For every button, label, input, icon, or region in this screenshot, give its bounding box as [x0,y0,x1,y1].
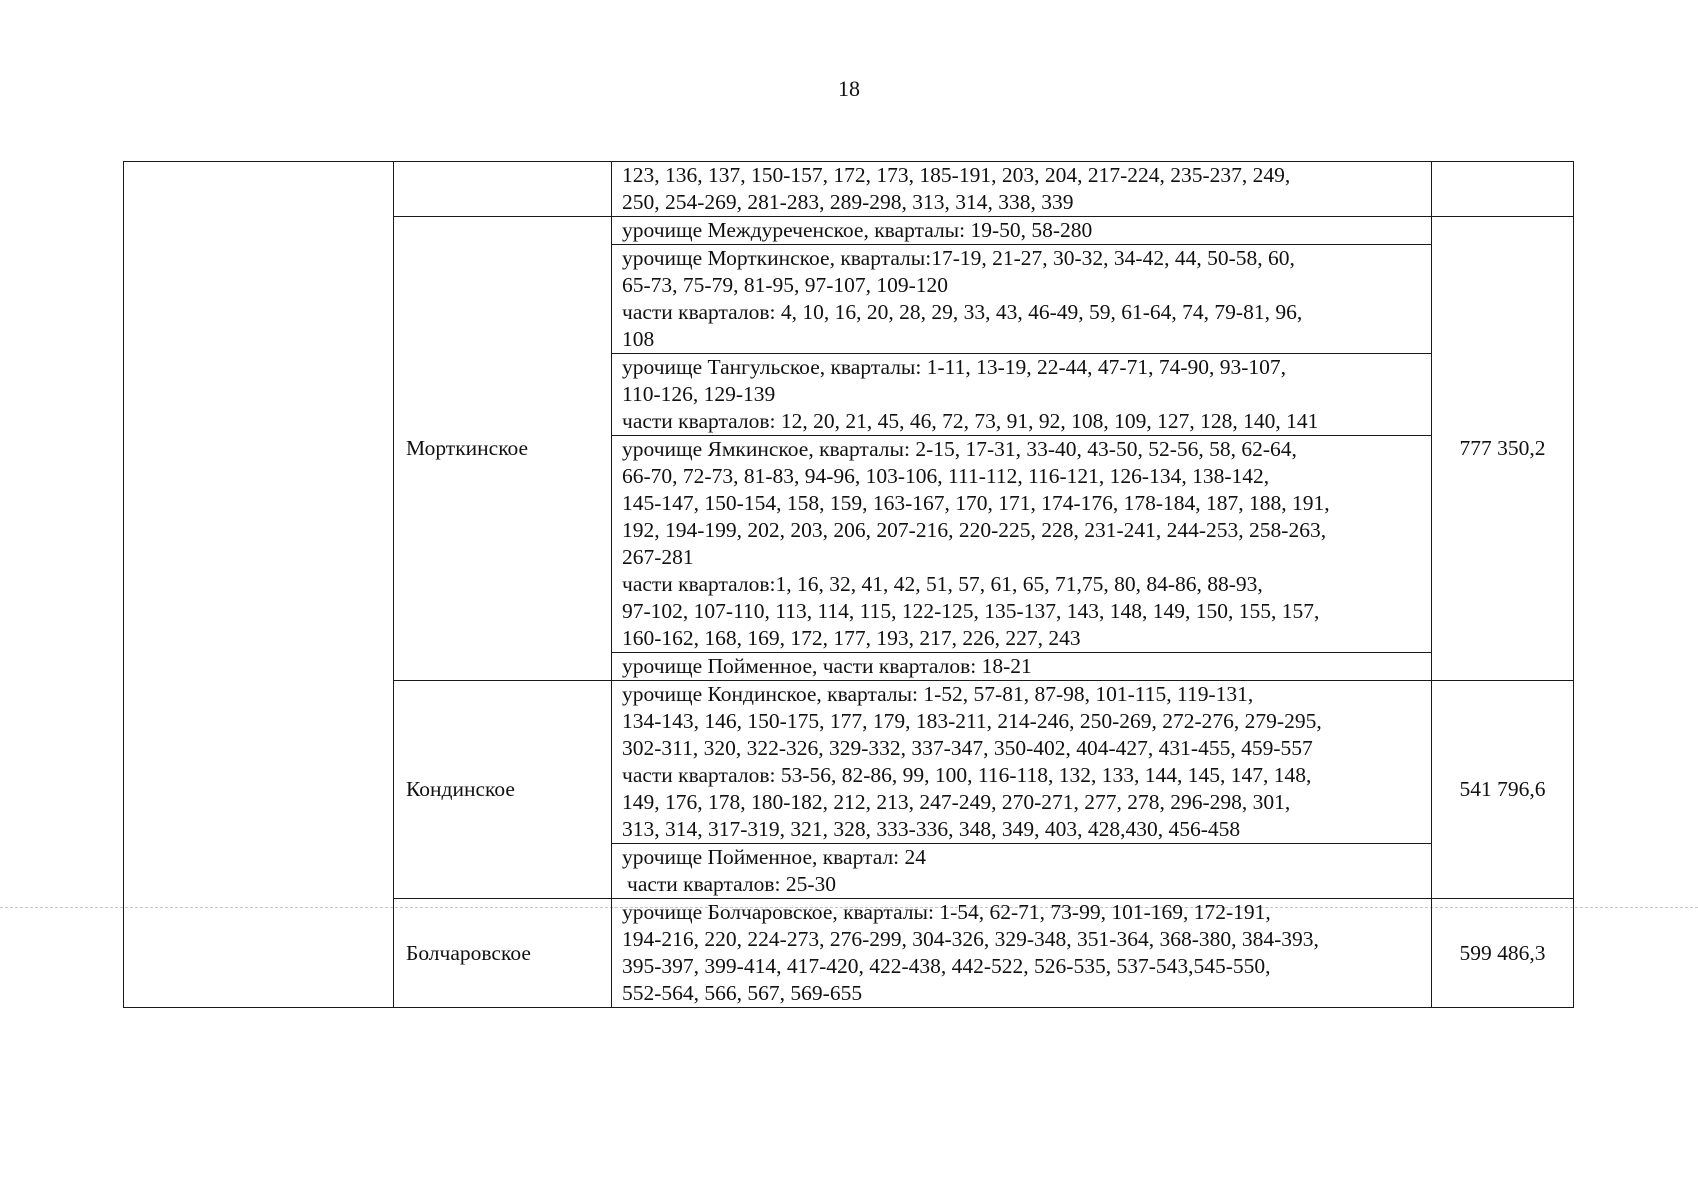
tract-line: 194-216, 220, 224-273, 276-299, 304-326, 329-348, 351-364, 368-380, 384-393, [622,927,1319,951]
area-value-konda: 541 796,6 [1432,681,1574,899]
forestry-name-bolchary: Болчаровское [394,899,612,1008]
tract-line: урочище Морткинское, кварталы:17-19, 21-27, 30-32, 34-42, 44, 50-58, 60, [622,246,1295,270]
tract-line: части кварталов: 25-30 [627,872,837,896]
tract-line: 108 [622,327,655,351]
tract-line: 65-73, 75-79, 81-95, 97-107, 109-120 [622,273,949,297]
tract-line: части кварталов:1, 16, 32, 41, 42, 51, 57, 61, 65, 71,75, 80, 84-86, 88-93, [622,572,1263,596]
tract-cell-mezhdurechenskoe [612,217,1432,245]
tract-line: 110-126, 129-139 [622,382,776,406]
tract-line: части кварталов: 12, 20, 21, 45, 46, 72, 73, 91, 92, 108, 109, 127, 128, 140, 141 [622,409,1319,433]
area-value-mortka: 777 350,2 [1432,217,1574,681]
forestry-cell-empty [394,162,612,217]
tract-line: части кварталов: 4, 10, 16, 20, 28, 29, 33, 43, 46-49, 59, 61-64, 74, 79-81, 96, [622,300,1303,324]
tract-line: 134-143, 146, 150-175, 177, 179, 183-211, 214-246, 250-269, 272-276, 279-295, [622,709,1322,733]
tract-line: 66-70, 72-73, 81-83, 94-96, 103-106, 111-112, 116-121, 126-134, 138-142, [622,464,1270,488]
forestry-name-mortka: Морткинское [394,217,612,681]
table-row-continuation [124,162,1574,217]
tract-cell-mortkinskoe [612,245,1432,354]
tract-cell-bolcharovskoe [612,899,1432,1008]
tract-line: урочище Кондинское, кварталы: 1-52, 57-81, 87-98, 101-115, 119-131, [622,682,1254,706]
tract-line: 302-311, 320, 322-326, 329-332, 337-347, 350-402, 404-427, 431-455, 459-557 [622,736,1313,760]
tract-cell-poimennoe-mortka [612,653,1432,681]
tract-line: урочище Ямкинское, кварталы: 2-15, 17-31, 33-40, 43-50, 52-56, 58, 62-64, [622,437,1297,461]
tract-line: 395-397, 399-414, 417-420, 422-438, 442-522, 526-535, 537-543,545-550, [622,954,1271,978]
tract-cell-yamkinskoe [612,436,1432,653]
area-cell-empty [1432,162,1574,217]
tract-line: 149, 176, 178, 180-182, 212, 213, 247-249, 270-271, 277, 278, 296-298, 301, [622,790,1291,814]
tract-line: 552-564, 566, 567, 569-655 [622,981,863,1005]
tract-line: урочище Междуреченское, кварталы: 19-50, 58-280 [622,218,1093,242]
page-number: 18 [838,76,860,101]
tract-line: урочище Болчаровское, кварталы: 1-54, 62-71, 73-99, 101-169, 172-191, [622,900,1271,924]
tract-line: 267-281 [622,545,694,569]
tract-cell-poimennoe-konda [612,844,1432,899]
forestry-name-konda: Кондинское [394,681,612,899]
tract-line: части кварталов: 53-56, 82-86, 99, 100, 116-118, 132, 133, 144, 145, 147, 148, [622,763,1312,787]
district-cell-empty [124,162,394,1008]
tract-line: 145-147, 150-154, 158, 159, 163-167, 170, 171, 174-176, 178-184, 187, 188, 191, [622,491,1330,515]
tract-line: 313, 314, 317-319, 321, 328, 333-336, 348, 349, 403, 428,430, 456-458 [622,817,1241,841]
forestry-table [123,161,1574,1008]
tract-line: 160-162, 168, 169, 172, 177, 193, 217, 226, 227, 243 [622,626,1081,650]
tract-line: 123, 136, 137, 150-157, 172, 173, 185-191, 203, 204, 217-224, 235-237, 249, [622,163,1291,187]
tract-line: урочище Пойменное, части кварталов: 18-21 [622,654,1032,678]
area-value-bolchary: 599 486,3 [1432,899,1574,1008]
tract-line: урочище Пойменное, квартал: 24 [622,845,927,869]
tract-line: урочище Тангульское, кварталы: 1-11, 13-19, 22-44, 47-71, 74-90, 93-107, [622,355,1287,379]
tract-line: 250, 254-269, 281-283, 289-298, 313, 314, 338, 339 [622,190,1074,214]
tract-cell-kondinskoe [612,681,1432,844]
tract-line: 97-102, 107-110, 113, 114, 115, 122-125, 135-137, 143, 148, 149, 150, 155, 157, [622,599,1320,623]
tract-cell-continuation [612,162,1432,217]
tract-cell-tangulskoe [612,354,1432,436]
tract-line: 192, 194-199, 202, 203, 206, 207-216, 220-225, 228, 231-241, 244-253, 258-263, [622,518,1327,542]
